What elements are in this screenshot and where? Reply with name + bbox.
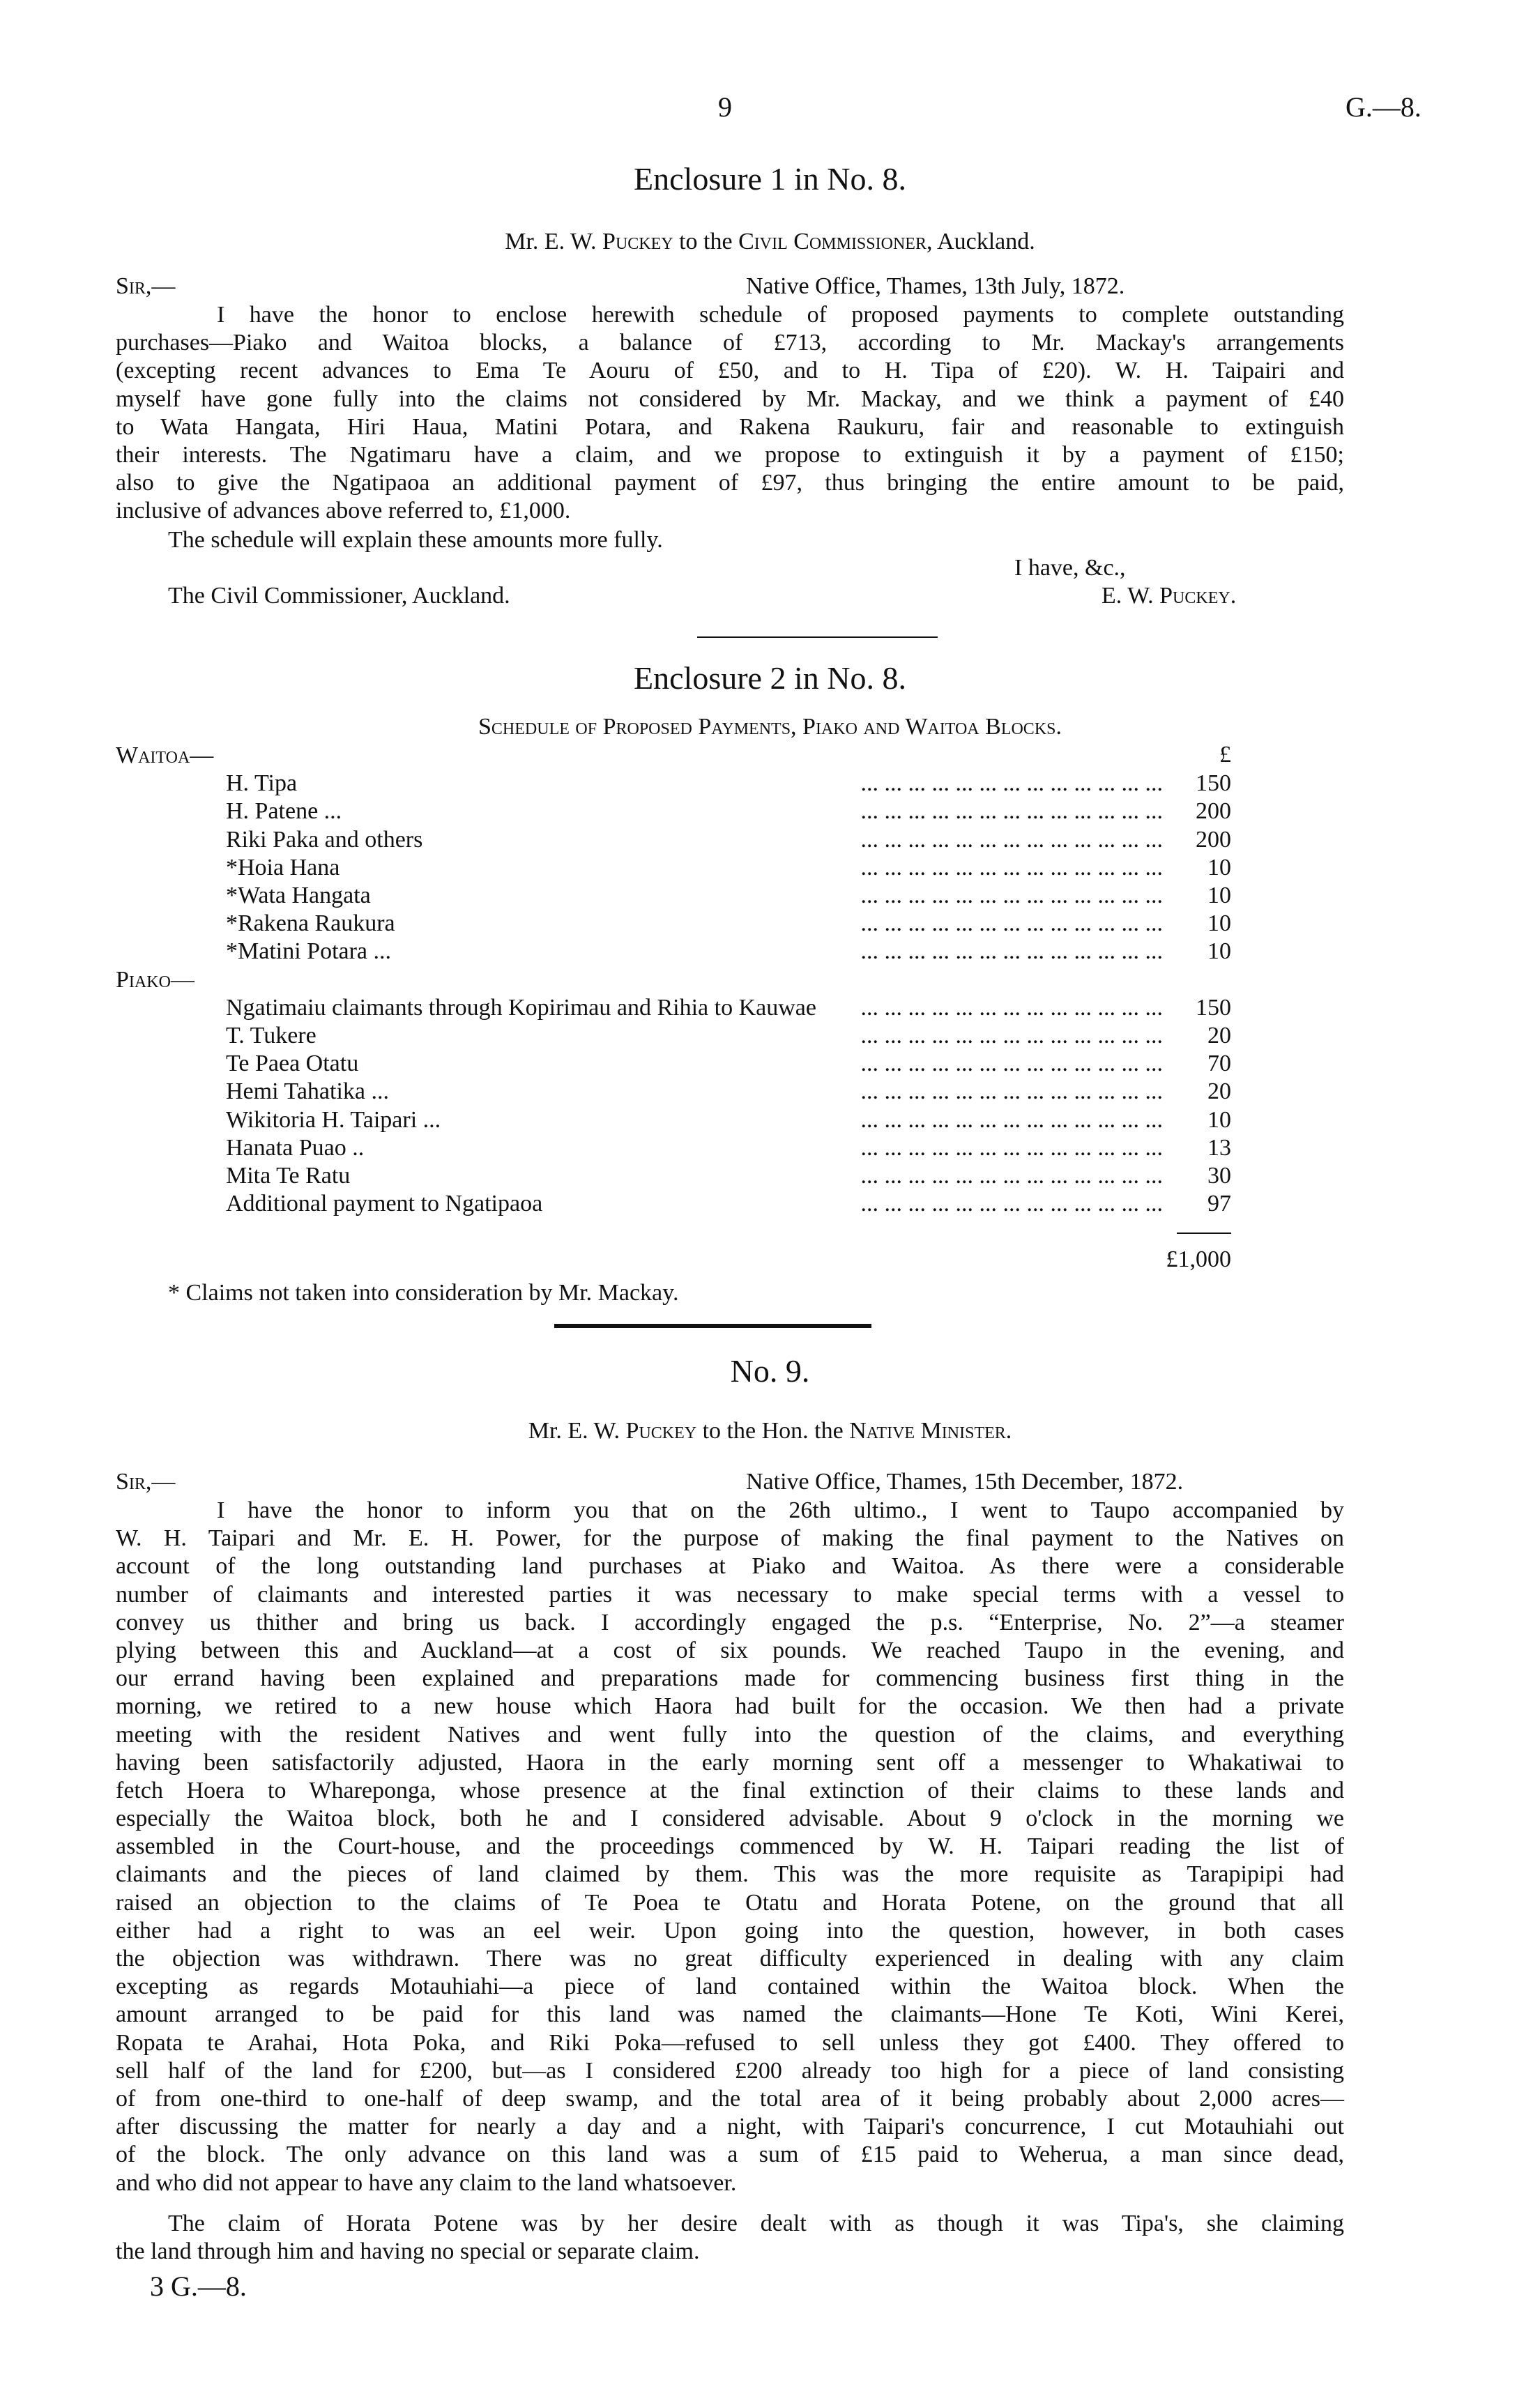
payee-name: *Matini Potara ... [226,938,392,965]
text-line: the objection was withdrawn. There was no great difficulty experienced in dealing with any claim [116,1946,1344,1971]
total-rule [1177,1233,1231,1234]
payment-amount: 10 [1207,938,1231,965]
dot-leader: ... ... ... ... ... ... ... ... ... ... ... ... ... [860,1106,1163,1133]
text-line: raised an objection to the claims of Te Poea te Otatu and Horata Potene, on the ground that all [116,1889,1344,1916]
payment-amount: 10 [1207,883,1231,908]
dot-leader: ... ... ... ... ... ... ... ... ... ... ... ... ... [860,798,1163,825]
schedule-title: Schedule of Proposed Payments, Piako and Waitoa Blocks. [478,714,1062,740]
text-line: amount arranged to be paid for this land was named the claimants—Hone Te Koti, Wini Kerei, [116,2001,1344,2028]
text-line: assembled in the Court-house, and the proceedings commenced by W. H. Taipari reading the list of [116,1833,1344,1860]
subtitle-name: Puckey [625,1418,697,1444]
payment-amount: 30 [1207,1163,1231,1189]
text-line: sell half of the land for £200, but—as I considered £200 already too high for a piece of land consisting [116,2057,1344,2084]
dot-leader: ... ... ... ... ... ... ... ... ... ... ... ... ... [860,1191,1163,1217]
payee-name: Mita Te Ratu [226,1163,351,1189]
currency-header: £ [1219,742,1231,768]
document-reference: G.—8. [1345,91,1421,123]
text-line: morning, we retired to a new house which Haora had built for the occasion. We then had a private [116,1693,1344,1720]
payment-amount: 200 [1196,826,1231,853]
section-label: Waitoa— [116,742,214,768]
text-line: especially the Waitoa block, both he and I considered advisable. About 9 o'clock in the morning we [116,1806,1344,1832]
subtitle-office: Civil Commissioner [738,229,927,254]
payment-amount: 200 [1196,798,1231,825]
signature: E. W. Puckey. [1101,583,1237,609]
subtitle-text: Mr. E. W. [505,229,603,254]
text-line: after discussing the matter for nearly a day and a night, with Taipari's concurrence, I cut Motauhiahi out [116,2114,1344,2140]
schedule-row [116,1022,1231,1050]
text-line: inclusive of advances above referred to, £1,000. [116,498,571,524]
text-line: W. H. Taipari and Mr. E. H. Power, for the purpose of making the final payment to the Natives on [116,1525,1344,1552]
dot-leader: ... ... ... ... ... ... ... ... ... ... ... ... ... [860,826,1163,853]
text-line: of the block. The only advance on this land was a sum of £15 paid to Weherua, a man since dead, [116,2142,1344,2168]
dot-leader: ... ... ... ... ... ... ... ... ... ... ... ... ... [860,854,1163,880]
dateline: Native Office, Thames, 15th December, 1872. [746,1469,1184,1495]
payee-name: *Rakena Raukura [226,910,395,937]
payment-amount: 20 [1207,1023,1231,1048]
payee-name: H. Patene ... [226,798,342,825]
schedule-row [116,826,1231,854]
schedule-row [116,1134,1231,1162]
payment-amount: 10 [1207,1106,1231,1133]
schedule-row [116,798,1231,825]
thick-divider [554,1324,871,1328]
schedule-row [116,882,1231,910]
payment-amount: 10 [1207,854,1231,880]
enclosure-1-title: Enclosure 1 in No. 8. [634,161,906,197]
text-line: excepting as regards Motauhiahi—a piece of land contained within the Waitoa block. When the [116,1974,1344,2000]
text-line: myself have gone fully into the claims not considered by Mr. Mackay, and we think a payment of £40 [116,386,1344,412]
text-line: our errand having been explained and preparations made for commencing business first thing in the [116,1665,1344,1692]
payee-name: T. Tukere [226,1023,317,1048]
text-line: their interests. The Ngatimaru have a claim, and we propose to extinguish it by a payment of £150; [116,441,1344,468]
payee-name: Te Paea Otatu [226,1051,359,1077]
text-line: also to give the Ngatipaoa an additional payment of £97, thus bringing the entire amount to be paid, [116,470,1344,496]
schedule-row [116,854,1231,882]
text-line: fetch Hoera to Whareponga, whose presence at the final extinction of their claims to these lands and [116,1777,1344,1803]
text-line: I have the honor to inform you that on the 26th ultimo., I went to Taupo accompanied by [217,1497,1344,1523]
schedule-row [116,994,1231,1022]
text-line: of from one-third to one-half of deep swamp, and the total area of it being probably about 2,000 acres— [116,2085,1344,2112]
payment-amount: 10 [1207,910,1231,937]
letter-2-paragraph-2 [116,2210,1344,2266]
payment-amount: 20 [1207,1078,1231,1105]
schedule-section [116,966,1231,994]
no-9-title: No. 9. [730,1353,810,1389]
closing: I have, &c., [1014,555,1126,581]
schedule-row [116,938,1231,966]
subtitle-text: , Auckland. [926,229,1035,254]
dot-leader: ... ... ... ... ... ... ... ... ... ... ... ... ... [860,1051,1163,1077]
payee-name: Wikitoria H. Taipari ... [226,1106,441,1133]
payee-name: Additional payment to Ngatipaoa [226,1191,543,1217]
footnote: * Claims not taken into consideration by Mr. Mackay. [168,1280,679,1306]
section-divider [697,636,938,638]
payee-name: *Wata Hangata [226,883,371,908]
dateline: Native Office, Thames, 13th July, 1872. [746,273,1125,299]
payee-name: Hanata Puao .. [226,1134,365,1161]
payee-name: *Hoia Hana [226,854,340,880]
footer-signature-mark: 3 G.—8. [150,2271,247,2302]
subtitle-name: Puckey [602,229,673,254]
dot-leader: ... ... ... ... ... ... ... ... ... ... ... ... ... [860,1163,1163,1189]
schedule-row [116,1078,1231,1106]
text-line: purchases—Piako and Waitoa blocks, a balance of £713, according to Mr. Mackay's arrangements [116,330,1344,356]
letter-2-body [116,1497,1344,2197]
dot-leader: ... ... ... ... ... ... ... ... ... ... ... ... ... [860,1078,1163,1105]
dot-leader: ... ... ... ... ... ... ... ... ... ... ... ... ... [860,883,1163,908]
text-line: claimants and the pieces of land claimed by them. This was the more requisite as Tarapipipi had [116,1861,1344,1888]
text-line: Ropata te Arahai, Hota Poka, and Riki Poka—refused to sell unless they got £400. They offered to [116,2029,1344,2056]
payment-amount: 70 [1207,1051,1231,1077]
text-line: I have the honor to enclose herewith schedule of proposed payments to complete outstanding [217,302,1344,328]
text-line: the land through him and having no special or separate claim. [116,2238,700,2265]
addressee: The Civil Commissioner, Auckland. [168,583,510,609]
page-number: 9 [718,91,732,123]
salutation: Sir,— [116,273,176,299]
salutation: Sir,— [116,1469,176,1495]
no-9-subtitle [0,1418,1540,1444]
text-line: having been satisfactorily adjusted, Haora in the early morning sent off a messenger to Whakatiwai to [116,1749,1344,1776]
schedule-total: £1,000 [1166,1246,1231,1272]
subtitle-text: . [1005,1418,1012,1444]
payment-amount: 150 [1196,994,1231,1021]
enclosure-2-title: Enclosure 2 in No. 8. [634,660,906,696]
enclosure-1-subtitle [0,229,1540,255]
text-line: to Wata Hangata, Hiri Haua, Matini Potara, and Rakena Raukuru, fair and reasonable to extinguish [116,413,1344,440]
schedule-section [116,742,1231,770]
schedule-row [116,770,1231,798]
dot-leader: ... ... ... ... ... ... ... ... ... ... ... ... ... [860,1134,1163,1161]
dot-leader: ... ... ... ... ... ... ... ... ... ... ... ... ... [860,910,1163,937]
schedule-row [116,1106,1231,1134]
schedule-row [116,1162,1231,1190]
payment-amount: 97 [1207,1191,1231,1217]
dot-leader: ... ... ... ... ... ... ... ... ... ... ... ... ... [860,770,1163,797]
payee-name: Hemi Tahatika ... [226,1078,389,1105]
schedule-row [116,910,1231,938]
text-line: The claim of Horata Potene was by her desire dealt with as though it was Tipa's, she claiming [168,2211,1344,2236]
text-line: account of the long outstanding land purchases at Piako and Waitoa. As there were a considerable [116,1553,1344,1580]
letter-1-paragraph-2: The schedule will explain these amounts more fully. [168,527,663,553]
subtitle-text: Mr. E. W. [528,1418,626,1444]
payee-name: Ngatimaiu claimants through Kopirimau and Rihia to Kauwae [226,994,816,1021]
subtitle-text: to the [673,229,739,254]
text-line: either had a right to was an eel weir. Upon going into the question, however, in both cases [116,1917,1344,1944]
text-line: and who did not appear to have any claim to the land whatsoever. [116,2169,737,2196]
subtitle-text: to the Hon. the [696,1418,850,1444]
text-line: plying between this and Auckland—at a cost of six pounds. We reached Taupo in the evening, and [116,1637,1344,1663]
text-line: convey us thither and bring us back. I accordingly engaged the p.s. “Enterprise, No. 2”—a steamer [116,1609,1344,1635]
payment-amount: 150 [1196,770,1231,797]
letter-1-body [116,301,1344,526]
schedule-row [116,1190,1231,1218]
section-label: Piako— [116,966,195,993]
text-line: meeting with the resident Natives and went fully into the question of the claims, and everything [116,1721,1344,1748]
payee-name: Riki Paka and others [226,826,423,853]
dot-leader: ... ... ... ... ... ... ... ... ... ... ... ... ... [860,1023,1163,1048]
schedule-row [116,1050,1231,1078]
dot-leader: ... ... ... ... ... ... ... ... ... ... ... ... ... [860,938,1163,965]
text-line: (excepting recent advances to Ema Te Aouru of £50, and to H. Tipa of £20). W. H. Taipairi and [116,358,1344,384]
text-line: number of claimants and interested parties it was necessary to make special terms with a vessel to [116,1581,1344,1608]
payment-amount: 13 [1207,1134,1231,1161]
payee-name: H. Tipa [226,770,298,797]
dot-leader: ... ... ... ... ... ... ... ... ... ... ... ... ... [860,994,1163,1021]
subtitle-office: Native Minister [849,1418,1006,1444]
